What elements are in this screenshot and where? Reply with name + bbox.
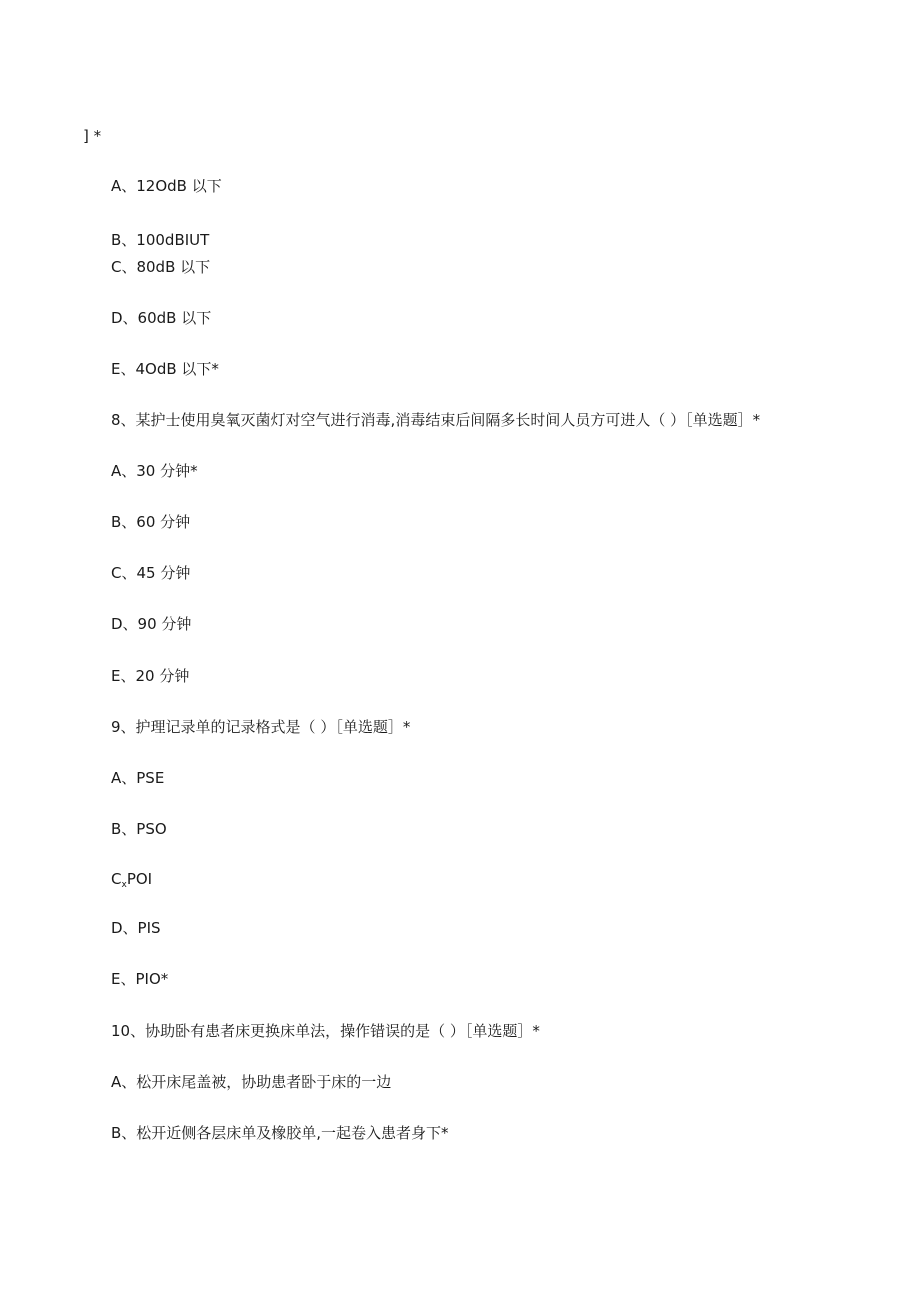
q8-question: 8、某护士使用臭氧灭菌灯对空气进行消毒,消毒结束后间隔多长时间人员方可进人（ ）［单选题］* xyxy=(111,411,761,429)
q8-option-c: C、45 分钟 xyxy=(111,564,191,582)
q9-option-b: B、PSO xyxy=(111,820,167,838)
q7-option-a: A、12OdB 以下 xyxy=(111,177,222,195)
q7-option-d: D、60dB 以下 xyxy=(111,309,212,327)
q9-option-c xyxy=(111,869,152,895)
q8-option-d: D、90 分钟 xyxy=(111,615,192,633)
q7-option-b: B、100dBIUT xyxy=(111,231,210,249)
question-continuation: ] * xyxy=(83,127,102,145)
q8-option-b: B、60 分钟 xyxy=(111,513,191,531)
option-c-prefix: C xyxy=(111,870,122,888)
q7-option-c: C、80dB 以下 xyxy=(111,258,211,276)
q9-option-d: D、PIS xyxy=(111,919,161,937)
q10-question: 10、协助卧有患者床更换床单法，操作错误的是（ ）［单选题］* xyxy=(111,1022,540,1040)
q7-option-e: E、4OdB 以下* xyxy=(111,360,219,378)
q8-option-a: A、30 分钟* xyxy=(111,462,198,480)
q10-option-a: A、松开床尾盖被，协助患者卧于床的一边 xyxy=(111,1073,392,1091)
option-c-subscript: x xyxy=(121,880,127,890)
option-c-text: POI xyxy=(126,870,153,888)
q9-question: 9、护理记录单的记录格式是（ ）［单选题］* xyxy=(111,718,411,736)
q10-option-b: B、松开近侧各层床单及橡胶单,一起卷入患者身下* xyxy=(111,1124,449,1142)
q9-option-e: E、PIO* xyxy=(111,970,169,988)
q8-option-e: E、20 分钟 xyxy=(111,667,190,685)
q9-option-a: A、PSE xyxy=(111,769,165,787)
